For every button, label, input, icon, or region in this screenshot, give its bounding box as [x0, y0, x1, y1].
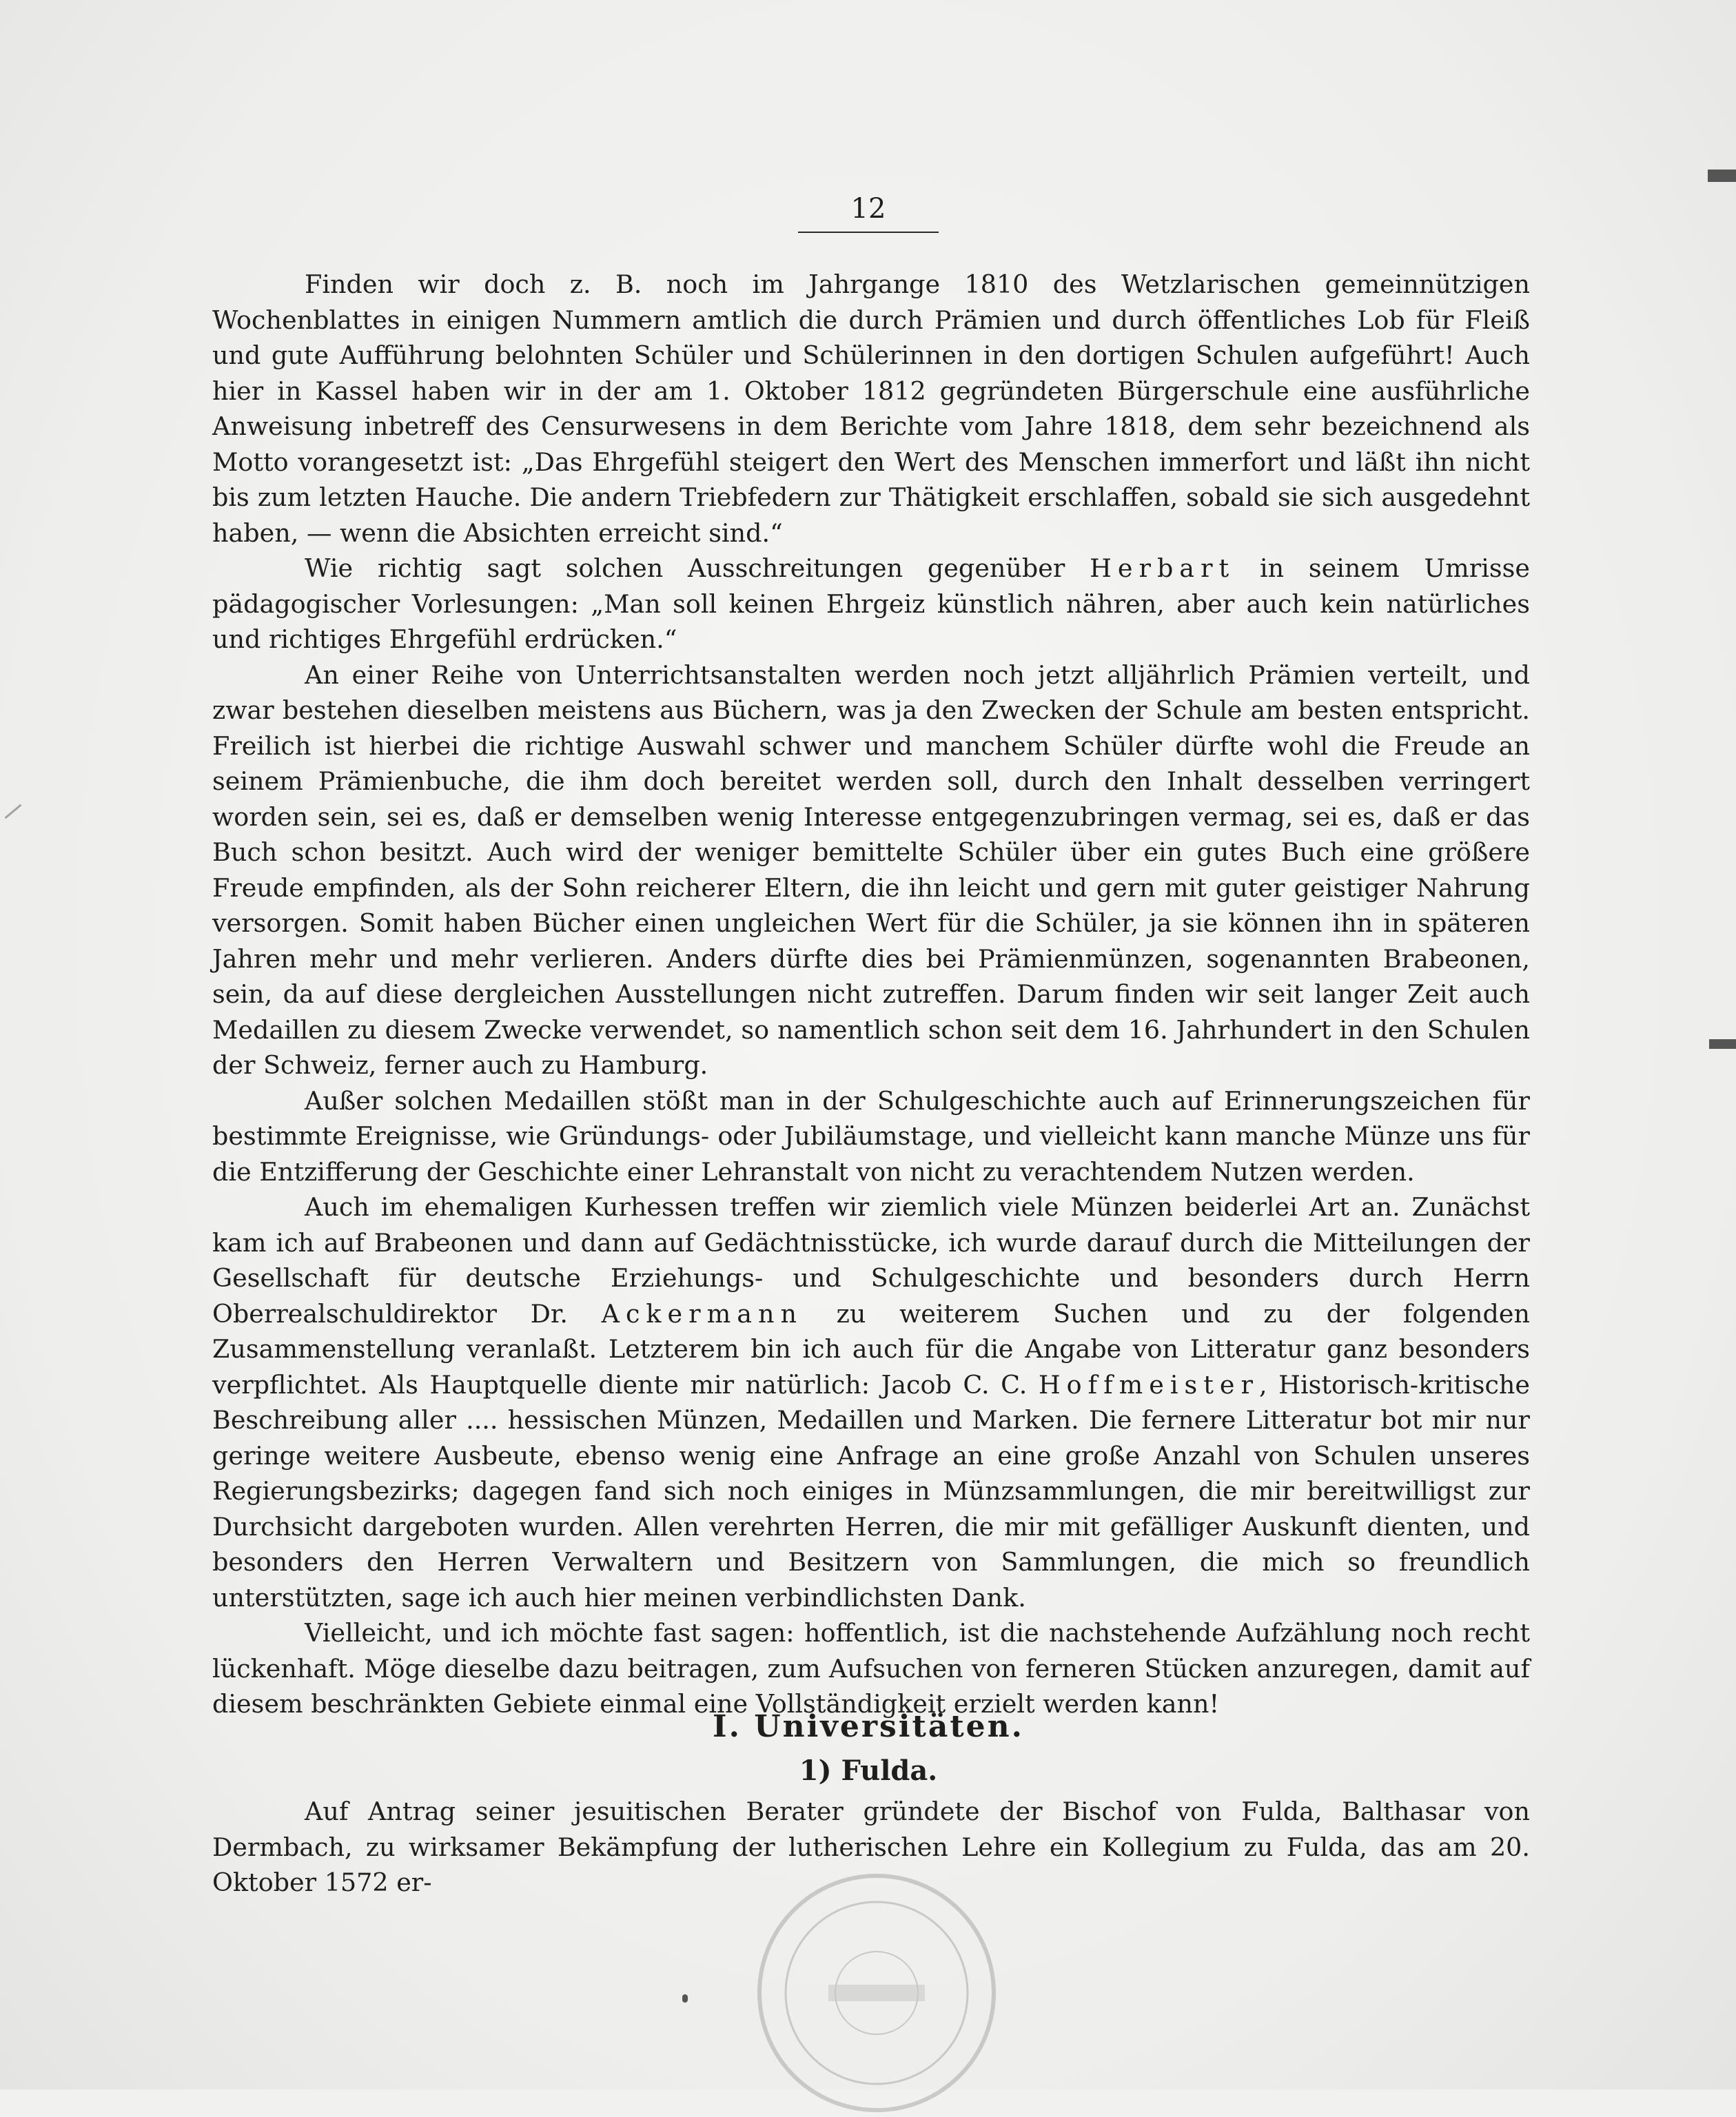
library-stamp: [753, 1869, 1001, 2117]
paragraph-praemien: An einer Reihe von Unterrichtsanstalten werden noch jetzt alljährlich Prämien verteilt, und zwar bestehen dieselben meistens aus Büchern, was ja den Zwecken der Schule am besten entspricht. Freilich ist hierbei die richtige Auswahl schwer und manchem Schüler dürfte wohl die Freude an seinem Prämienbuche, die ihm doch bereitet werden soll, durch den Inhalt desselben verringert worden sein, sei es, daß er demselben wenig Interesse entgegenzubringen vermag, sei es, daß er das Buch schon besitzt. Auch wird der weniger bemittelte Schüler über ein gutes Buch eine größere Freude empfinden, als der Sohn reicherer Eltern, die ihn leicht und gern mit guter geistiger Nahrung versorgen. Somit haben Bücher einen ungleichen Wert für die Schüler, ja sie können ihn in späteren Jahren mehr und mehr verlieren. Anders dürfte dies bei Prämienmünzen, sogenannten Brabeonen, sein, da auf diese dergleichen Ausstellungen nicht zutreffen. Darum finden wir seit langer Zeit auch Medaillen zu diesem Zwecke verwendet, so namentlich schon seit dem 16. Jahrhundert in den Schulen der Schweiz, ferner auch zu Hamburg.: [212, 659, 1530, 1080]
herbart-text-before: Wie richtig sagt solchen Ausschreitungen gegenüber: [305, 553, 1090, 583]
page-number-rule: [798, 232, 939, 233]
scan-mark-right-middle: [1709, 1039, 1736, 1049]
hoffmeister-name: Hoffmeister: [1038, 1369, 1259, 1400]
scan-mark-right-top: [1708, 170, 1736, 182]
paragraph-vielleicht: Vielleicht, und ich möchte fast sagen: hoffentlich, ist die nachstehende Aufzählung noch recht lückenhaft. Möge dieselbe dazu beitragen, zum Aufsuchen von ferneren Stücken anzuregen, damit auf diesem beschränkten Gebiete einmal eine Vollständigkeit erzielt werden kann!: [212, 1618, 1530, 1719]
ackermann-name: Ackermann: [601, 1298, 803, 1329]
paragraph-fulda: Auf Antrag seiner jesuitischen Berater gründete der Bischof von Fulda, Balthasar von Dermbach, zu wirksamer Bekämpfung der lutherischen Lehre ein Kollegium zu Fulda, das am 20. Oktober 1572 er-: [212, 1797, 1530, 1897]
page-number: 12: [850, 193, 886, 225]
kurhessen-text-before: Auch im ehemaligen Kurhessen treffen wir ziemlich viele Münzen beiderlei Art an. Zunächst kam ich auf Brabeonen und dann auf Gedächtnisstücke, ich wurde darauf durch die Mitteilungen der Gesellschaft für deutsche Erziehungs- und Schulgeschichte und besonders durch Herrn Oberrealschuldirektor Dr.: [212, 1192, 1530, 1329]
kurhessen-text-after: , Historisch-kritische Beschreibung aller .... hessischen Münzen, Medaillen und Marken. Die fernere Litteratur bot mir nur geringe weitere Ausbeute, ebenso wenig eine Anfrage an eine große Anzahl von Schulen unseres Regierungsbezirks; dagegen fand sich noch einiges in Münzsammlungen, die mir bereitwilligst zur Durchsicht dargeboten wurden. Allen verehrten Herren, die mir mit gefälliger Auskunft dienten, und besonders den Herren Verwaltern und Besitzern von Sammlungen, die mich so freundlich unterstützten, sage ich auch hier meinen verbindlichsten Dank.: [212, 1369, 1530, 1613]
intro-text: [212, 267, 1530, 1722]
paragraph-herbart: [212, 551, 1530, 657]
section-title: I. Universitäten.: [713, 1709, 1024, 1744]
scan-mark-stray-dot: [682, 1994, 688, 2003]
paragraph-kurhessen: [212, 1189, 1530, 1615]
herbart-text-after: in seinem Umrisse pädagogischer Vorlesungen: „Man soll keinen Ehrgeiz künstlich nähren, aber auch kein natürliches und richtiges Ehrgefühl erdrücken.“: [212, 553, 1530, 654]
paragraph-medaillen: Außer solchen Medaillen stößt man in der Schulgeschichte auch auf Erinnerungszeichen für bestimmte Ereignisse, wie Gründungs- oder Jubiläumstage, und vielleicht kann manche Münze uns für die Entzifferung der Geschichte einer Lehranstalt von nicht zu verachtendem Nutzen werden.: [212, 1085, 1530, 1187]
subsection-title: 1) Fulda.: [799, 1755, 938, 1787]
herbart-name: Herbart: [1090, 553, 1236, 583]
paragraph-wetzlar: Finden wir doch z. B. noch im Jahrgange 1810 des Wetzlarischen gemeinnützigen Wochenblattes in einigen Nummern amtlich die durch Prämien und durch öffentliches Lob für Fleiß und gute Aufführung belohnten Schüler und Schülerinnen in den dortigen Schulen aufgeführt! Auch hier in Kassel haben wir in der am 1. Oktober 1812 gegründeten Bürgerschule eine ausführliche Anweisung inbetreff des Censurwesens in dem Berichte vom Jahre 1818, dem sehr bezeichnend als Motto vorangesetzt ist: „Das Ehrgefühl steigert den Wert des Menschen immerfort und läßt ihn nicht bis zum letzten Hauche. Die andern Triebfedern zur Thätigkeit erschlaffen, sobald sie sich ausgedehnt haben, — wenn die Absichten erreicht sind.“: [212, 269, 1530, 548]
kurhessen-text-middle: zu weiterem Suchen und zu der folgenden Zusammenstellung veranlaßt. Letzterem bin ich auch für die Angabe von Litteratur ganz besonders verpflichtet. Als Hauptquelle diente mir natürlich: Jacob C. C.: [212, 1298, 1530, 1400]
